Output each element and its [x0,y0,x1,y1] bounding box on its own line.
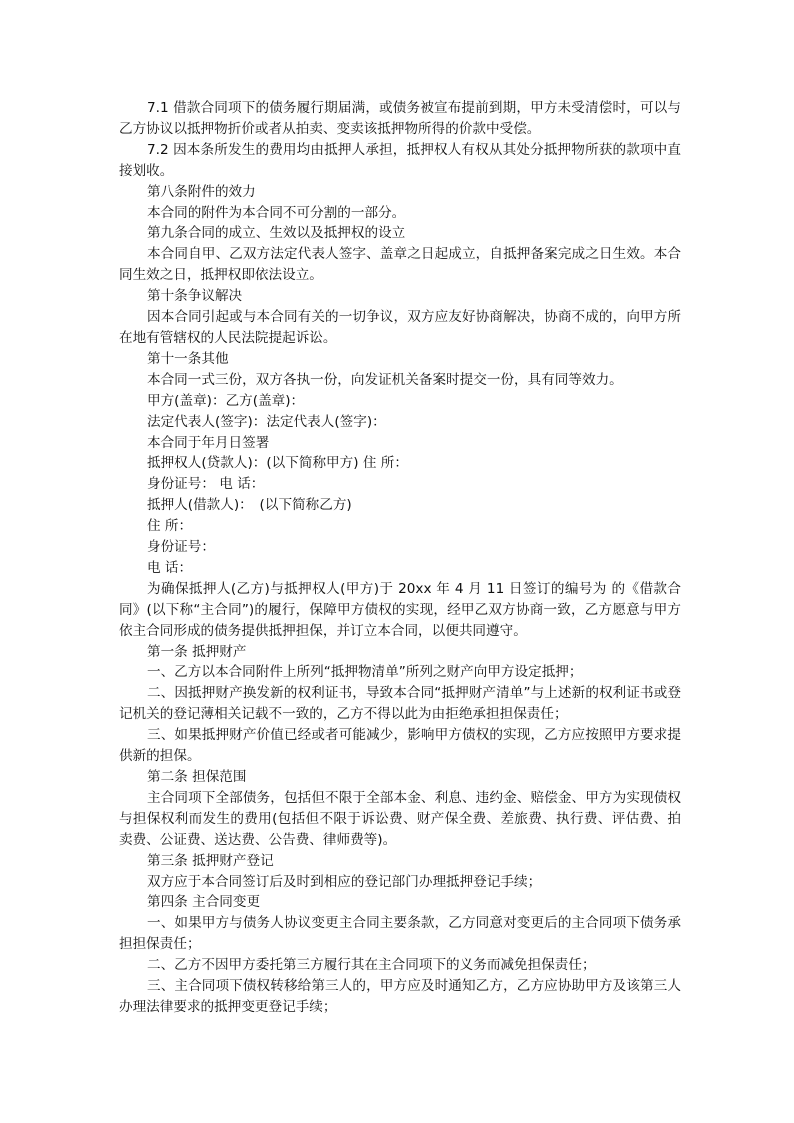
article-8-text: 本合同的附件为本合同不可分割的一部分。 [147,204,406,221]
article-11-text: 本合同一式三份，双方各执一份，向发证机关备案时提交一份，具有同等效力。 [147,371,623,388]
article-11-heading: 第十一条其他 [147,350,229,367]
clause-7-2: 7.2 因本条所发生的费用均由抵押人承担，抵押权人有权从其处分抵押物所获的款项中直接划收。 [119,141,681,179]
preamble: 为确保抵押人(乙方)与抵押权人(甲方)于 20xx 年 4 月 11 日签订的编号为 的《借款合同》(以下称“主合同”)的履行，保障甲方债权的实现，经甲乙双方协商一致，乙方愿意与甲方依主合同形成的债务提供抵押担保，并订立本合同，以便共同遵守。 [119,580,681,639]
article-2-text: 主合同项下全部债务，包括但不限于全部本金、利息、违约金、赔偿金、甲方为实现债权与担保权利而发生的费用(包括但不限于诉讼费、财产保全费、差旅费、执行费、评估费、拍卖费、公证费、送达费、公告费、律师费等)。 [119,789,681,848]
article-9-heading: 第九条合同的成立、生效以及抵押权的设立 [147,225,406,242]
article-8-heading: 第八条附件的效力 [147,183,256,200]
mortgagee-id-phone-line: 身份证号： 电 话： [147,476,265,493]
mortgagor-line: 抵押人(借款人)： (以下简称乙方) [147,497,352,514]
article-4-heading: 第四条 主合同变更 [147,894,261,911]
article-2-heading: 第二条 担保范围 [147,769,247,785]
article-1-item-3: 三、如果抵押财产价值已经或者可能减少，影响甲方债权的实现，乙方应按照甲方要求提供新的担保。 [119,727,681,765]
contract-page [119,98,681,1018]
article-4-item-3: 三、主合同项下债权转移给第三人的，甲方应及时通知乙方，乙方应协助甲方及该第三人办理法律要求的抵押变更登记手续； [119,978,681,1015]
party-seal-line: 甲方(盖章)：乙方(盖章)： [147,392,305,409]
article-9-text: 本合同自甲、乙双方法定代表人签字、盖章之日起成立，自抵押备案完成之日生效。本合同生效之日，抵押权即依法设立。 [119,246,681,284]
article-10-text: 因本合同引起或与本合同有关的一切争议，双方应友好协商解决，协商不成的，向甲方所在地有管辖权的人民法院提起诉讼。 [119,309,681,346]
mortgagee-line: 抵押权人(贷款人)：(以下简称甲方) 住 所： [147,455,408,472]
article-3-heading: 第三条 抵押财产登记 [147,852,274,869]
mortgagor-address-line: 住 所： [147,518,193,535]
article-1-item-1: 一、乙方以本合同附件上所列“抵押物清单”所列之财产向甲方设定抵押； [147,664,583,681]
clause-7-1: 7.1 借款合同项下的债务履行期届满，或债务被宣布提前到期，甲方未受清偿时，可以与乙方协议以抵押物折价或者从拍卖、变卖该抵押物所得的价款中受偿。 [119,100,681,137]
article-3-text: 双方应于本合同签订后及时到相应的登记部门办理抵押登记手续； [147,873,542,890]
signing-date-line: 本合同于年月日签署 [147,434,270,451]
mortgagor-id-line: 身份证号： [147,539,215,556]
article-1-item-2: 二、因抵押财产换发新的权利证书，导致本合同“抵押财产清单”与上述新的权利证书或登记机关的登记薄相关记载不一致的，乙方不得以此为由拒绝承担担保责任； [119,685,681,723]
mortgagor-phone-line: 电 话： [147,559,193,576]
legal-rep-signature-line: 法定代表人(签字)：法定代表人(签字)： [147,413,386,430]
article-10-heading: 第十条争议解决 [147,288,243,305]
article-4-item-1: 一、如果甲方与债务人协议变更主合同主要条款，乙方同意对变更后的主合同项下债务承担担保责任； [119,915,681,953]
article-1-heading: 第一条 抵押财产 [147,643,247,660]
article-4-item-2: 二、乙方不因甲方委托第三方履行其在主合同项下的义务而减免担保责任； [147,957,596,974]
